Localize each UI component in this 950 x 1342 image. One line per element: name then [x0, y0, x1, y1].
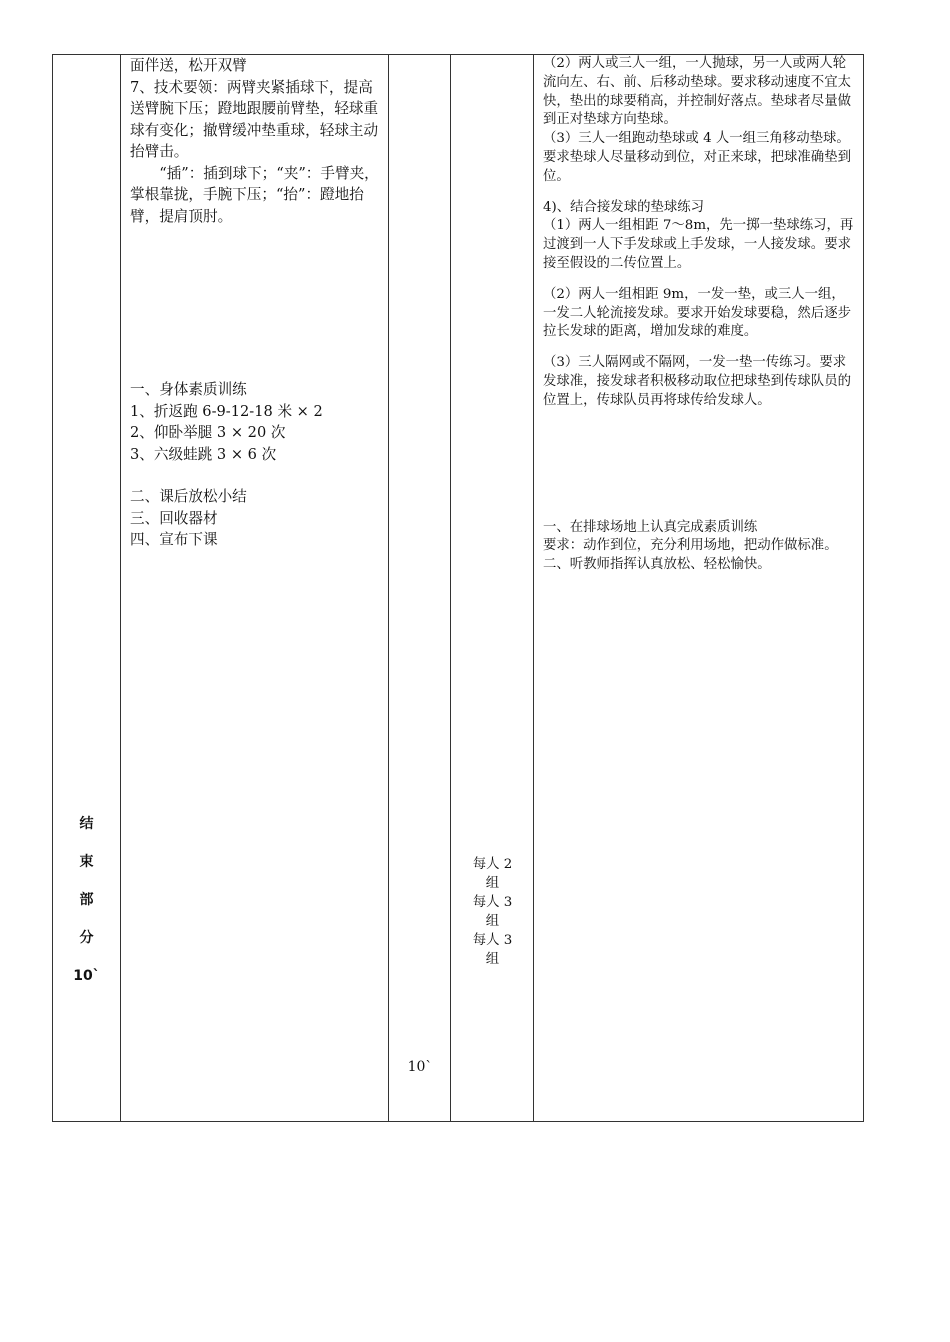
fitness-item: 2、仰卧举腿 3 × 20 次 [130, 424, 286, 441]
sets-line: 组 [485, 952, 500, 967]
fitness-title: 一、身体素质训练 [130, 381, 247, 398]
sets-column [451, 855, 534, 969]
method-paragraph: （2）两人一组相距 9m，一发一垫，或三人一组，一发二人轮流接发球。要求开始发球要稳，然后逐步拉长发球的距离，增加发球的难度。 [543, 286, 851, 340]
technique-mnemonic: “插”：插到球下；“夹”：手臂夹，掌根靠拢，手腕下压；“抬”：蹬地抬臂，提肩顶肘。 [130, 164, 379, 225]
fitness-item: 1、折返跑 6-9-12-18 米 × 2 [130, 402, 323, 420]
method-heading: 4)、结合接发球的垫球练习 [543, 199, 705, 215]
sets-line: 每人 3 [472, 895, 513, 910]
section-label-duration: 10` [73, 968, 100, 984]
section-label-char: 分 [79, 930, 94, 946]
closing-item: 二、课后放松小结 [130, 488, 247, 505]
column-divider [388, 55, 389, 1121]
technique-points: 7、技术要领：两臂夹紧插球下，提高送臂腕下压；蹬地跟腰前臂垫，轻球重球有变化；撤臂缓冲垫重球，轻球主动抬臂击。 [130, 78, 379, 160]
sets-line: 组 [485, 876, 500, 891]
method-paragraph: （2）两人或三人一组，一人抛球，另一人或两人轮流向左、右、前、后移动垫球。要求移动速度不宜太快，垫出的球要稍高，并控制好落点。垫球者尽量做到正对垫球方向垫球。 [543, 56, 851, 128]
closing-item: 三、回收器材 [130, 509, 218, 527]
sets-line: 每人 3 [472, 933, 513, 948]
method-paragraph: 一、在排球场地上认真完成素质训练 [543, 519, 758, 535]
section-label-char: 结 [79, 816, 94, 832]
time-value: 10` [407, 1059, 433, 1075]
section-label [53, 805, 120, 995]
closing-item: 四、宣布下课 [130, 531, 218, 548]
method-paragraph: 要求：动作到位，充分利用场地，把动作做标准。 [543, 538, 838, 554]
method-column [534, 55, 862, 1121]
lesson-plan-table [52, 54, 864, 1122]
method-paragraph: 二、听教师指挥认真放松、轻松愉快。 [543, 557, 771, 573]
content-line: 面伴送，松开双臂 [130, 57, 247, 74]
sets-line: 每人 2 [472, 857, 513, 872]
fitness-item: 3、六级蛙跳 3 × 6 次 [130, 445, 277, 463]
content-column [120, 55, 388, 1121]
method-paragraph: （3）三人隔网或不隔网，一发一垫一传练习。要求发球准，接发球者积极移动取位把球垫到传球队员的位置上，传球队员再将球传给发球人。 [543, 355, 851, 408]
section-column [53, 55, 120, 1121]
section-label-char: 部 [79, 892, 94, 908]
method-paragraph: （3）三人一组跑动垫球或 4 人一组三角移动垫球。要求垫球人尽量移动到位，对正来球，把球准确垫到位。 [543, 131, 851, 184]
sets-line: 组 [485, 914, 500, 929]
method-paragraph: （1）两人一组相距 7～8m，先一掷一垫球练习，再过渡到一人下手发球或上手发球，一人接发球。要求接至假设的二传位置上。 [543, 218, 854, 271]
section-label-char: 束 [79, 854, 94, 870]
